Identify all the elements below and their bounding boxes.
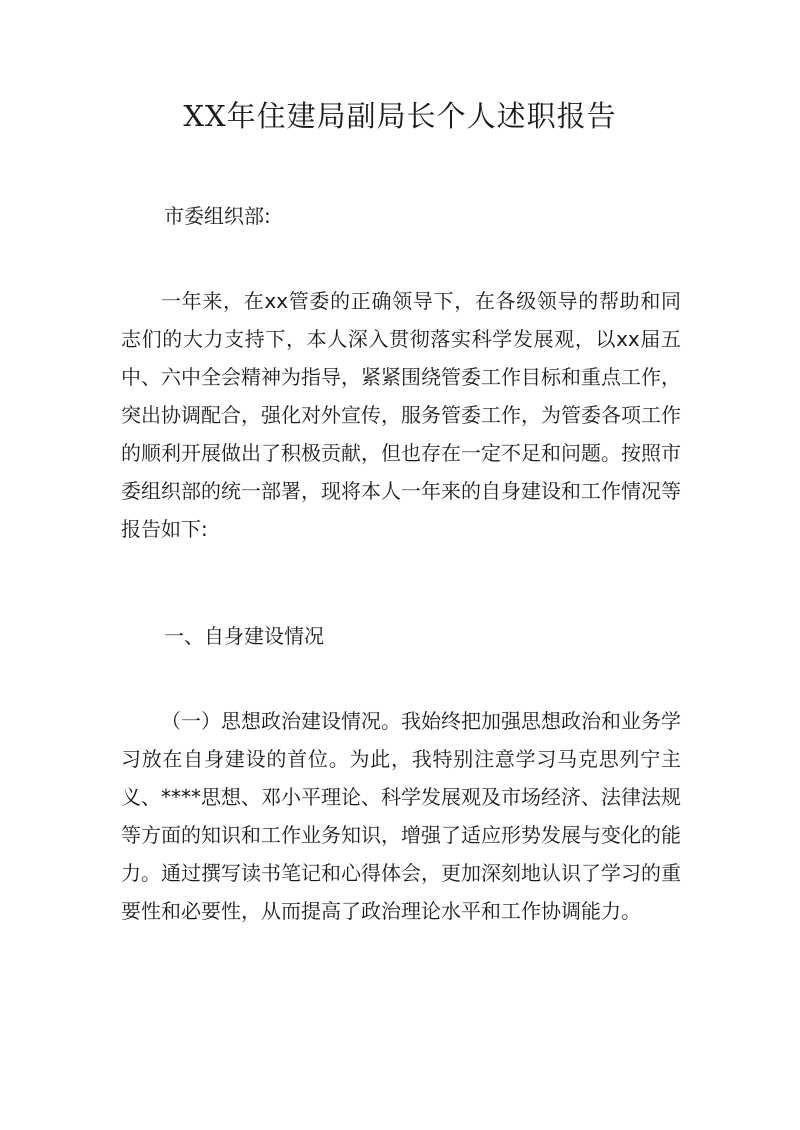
paragraph-political-building: （一）思想政治建设情况。我始终把加强思想政治和业务学习放在自身建设的首位。为此，我特别注意学习马克思列宁主义、****思想、邓小平理论、科学发展观及市场经济、法律法规等方面的知识和工作业务知识，增强了适应形势发展与变化的能力。通过撰写读书笔记和心得体会，更加深刻地认识了学习的重要性和必要性，从而提高了政治理论水平和工作协调能力。 xyxy=(121,709,681,923)
salutation: 市委组织部: xyxy=(164,204,271,228)
document-title: XX年住建局副局长个人述职报告 xyxy=(183,99,617,133)
paragraph-intro: 一年来，在xx管委的正确领导下，在各级领导的帮助和同志们的大力支持下，本人深入贯彻落实科学发展观，以xx届五中、六中全会精神为指导，紧紧围绕管委工作目标和重点工作，突出协调配合，强化对外宣传，服务管委工作，为管委各项工作的顺利开展做出了积极贡献，但也存在一定不足和问题。按照市委组织部的统一部署，现将本人一年来的自身建设和工作情况等报告如下: xyxy=(121,289,681,541)
section-heading: 一、自身建设情况 xyxy=(164,624,324,648)
